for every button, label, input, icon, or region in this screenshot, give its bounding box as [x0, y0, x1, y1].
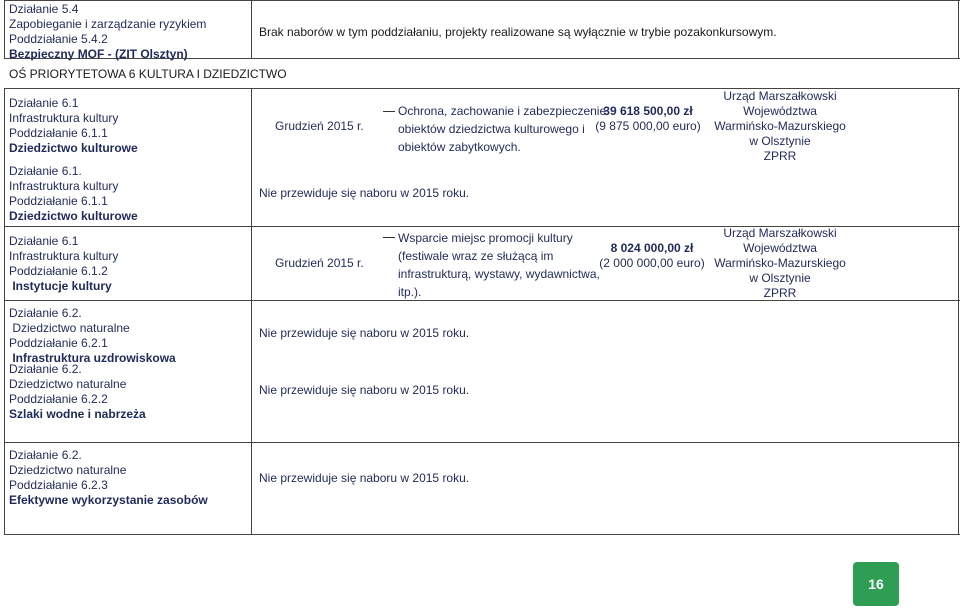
institution-line: ZPRR [763, 149, 797, 163]
measure-line: Efektywne wykorzystanie zasobów [9, 493, 208, 507]
measure-cell-6-2-1 [9, 306, 176, 366]
row-note: Brak naborów w tym poddziałaniu, projekty realizowane są wyłącznie w trybie pozakonkursowym. [259, 25, 777, 39]
amount-eur: (2 000 000,00 euro) [599, 256, 705, 270]
call-date: Grudzień 2015 r. [275, 256, 364, 270]
institution-line: Urząd Marszałkowski [723, 89, 837, 103]
column-divider [251, 0, 252, 58]
measure-cell-6-2-2 [9, 362, 146, 422]
table-border-bottom [4, 534, 960, 535]
institution-line: Urząd Marszałkowski [723, 226, 837, 240]
scope-cell [398, 102, 606, 156]
institution-line: ZPRR [763, 286, 797, 300]
measure-line: Bezpieczny MOF - (ZIT Olsztyn) [9, 47, 188, 61]
measure-line: Infrastruktura kultury [9, 179, 119, 193]
measure-line: Działanie 6.2. [9, 362, 82, 376]
amount-pln: 39 618 500,00 zł [603, 104, 693, 118]
measure-line: Działanie 6.1. [9, 164, 82, 178]
row-note: Nie przewiduje się naboru w 2015 roku. [259, 383, 470, 397]
institution-line: w Olsztynie [749, 134, 811, 148]
measure-line: Działanie 6.1 [9, 234, 79, 248]
scope-line: itp.). [398, 285, 422, 299]
measure-line: Infrastruktura kultury [9, 111, 119, 125]
row-note: Nie przewiduje się naboru w 2015 roku. [259, 326, 470, 340]
scope-cell [398, 229, 600, 301]
measure-line: Dziedzictwo kulturowe [9, 141, 138, 155]
dash-bullet-icon [383, 111, 395, 112]
amount-pln: 8 024 000,00 zł [610, 241, 694, 255]
table-border-right [958, 88, 959, 534]
table-border-top [4, 0, 960, 1]
row-note: Nie przewiduje się naboru w 2015 roku. [259, 186, 470, 200]
measure-line: Działanie 6.2. [9, 448, 82, 462]
institution-line: Warmińsko-Mazurskiego [714, 119, 846, 133]
column-divider [251, 88, 252, 534]
row-divider [4, 442, 960, 443]
institution-line: Warmińsko-Mazurskiego [714, 256, 846, 270]
measure-line: Dziedzictwo kulturowe [9, 209, 138, 223]
measure-line: Poddziałanie 6.2.2 [9, 392, 108, 406]
scope-line: obiektów zabytkowych. [398, 140, 521, 154]
allocation-cell [588, 104, 708, 134]
measure-line: Działanie 5.4 [9, 2, 79, 16]
measure-line: Poddziałanie 6.2.1 [9, 336, 108, 350]
measure-line: Infrastruktura uzdrowiskowa [9, 351, 176, 365]
measure-cell-6-2-3 [9, 448, 208, 508]
measure-line: Dziedzictwo naturalne [9, 377, 127, 391]
measure-line: Zapobieganie i zarządzanie ryzykiem [9, 17, 207, 31]
table-border-right [958, 0, 959, 58]
call-date: Grudzień 2015 r. [275, 119, 364, 133]
dash-bullet-icon [383, 237, 395, 238]
scope-line: infrastrukturą, wystawy, wydawnictwa, [398, 267, 600, 281]
measure-line: Szlaki wodne i nabrzeża [9, 407, 146, 421]
institution-line: w Olsztynie [749, 271, 811, 285]
measure-line: Poddziałanie 6.2.3 [9, 478, 108, 492]
measure-line: Poddziałanie 6.1.1 [9, 126, 108, 140]
measure-line: Dziedzictwo naturalne [9, 463, 127, 477]
scope-line: Ochrona, zachowanie i zabezpieczenie [398, 104, 607, 118]
measure-line: Poddziałanie 6.1.1 [9, 194, 108, 208]
amount-eur: (9 875 000,00 euro) [595, 119, 701, 133]
table-border-left [4, 88, 5, 534]
measure-line: Działanie 6.2. [9, 306, 82, 320]
scope-line: Wsparcie miejsc promocji kultury [398, 231, 573, 245]
allocation-cell [592, 241, 712, 271]
measure-line: Działanie 6.1 [9, 96, 79, 110]
measure-line: Dziedzictwo naturalne [9, 321, 130, 335]
institution-cell [710, 226, 850, 301]
measure-cell-6-1-1-zit [9, 164, 138, 224]
measure-line: Poddziałanie 6.1.2 [9, 264, 108, 278]
institution-line: Województwa [743, 104, 817, 118]
measure-cell-6-1-1 [9, 96, 138, 156]
institution-cell [710, 89, 850, 164]
measure-cell-5-4 [9, 2, 206, 62]
scope-line: obiektów dziedzictwa kulturowego i [398, 122, 585, 136]
institution-line: Województwa [743, 241, 817, 255]
row-note: Nie przewiduje się naboru w 2015 roku. [259, 471, 470, 485]
measure-line: Instytucje kultury [9, 279, 112, 293]
page-number-badge: 16 [853, 562, 899, 606]
measure-cell-6-1-2 [9, 234, 118, 294]
measure-line: Poddziałanie 5.4.2 [9, 32, 108, 46]
measure-line: Infrastruktura kultury [9, 249, 119, 263]
table-border-left [4, 0, 5, 58]
priority-axis-title: OŚ PRIORYTETOWA 6 KULTURA I DZIEDZICTWO [9, 67, 287, 81]
scope-line: (festiwale wraz ze służącą im [398, 249, 554, 263]
